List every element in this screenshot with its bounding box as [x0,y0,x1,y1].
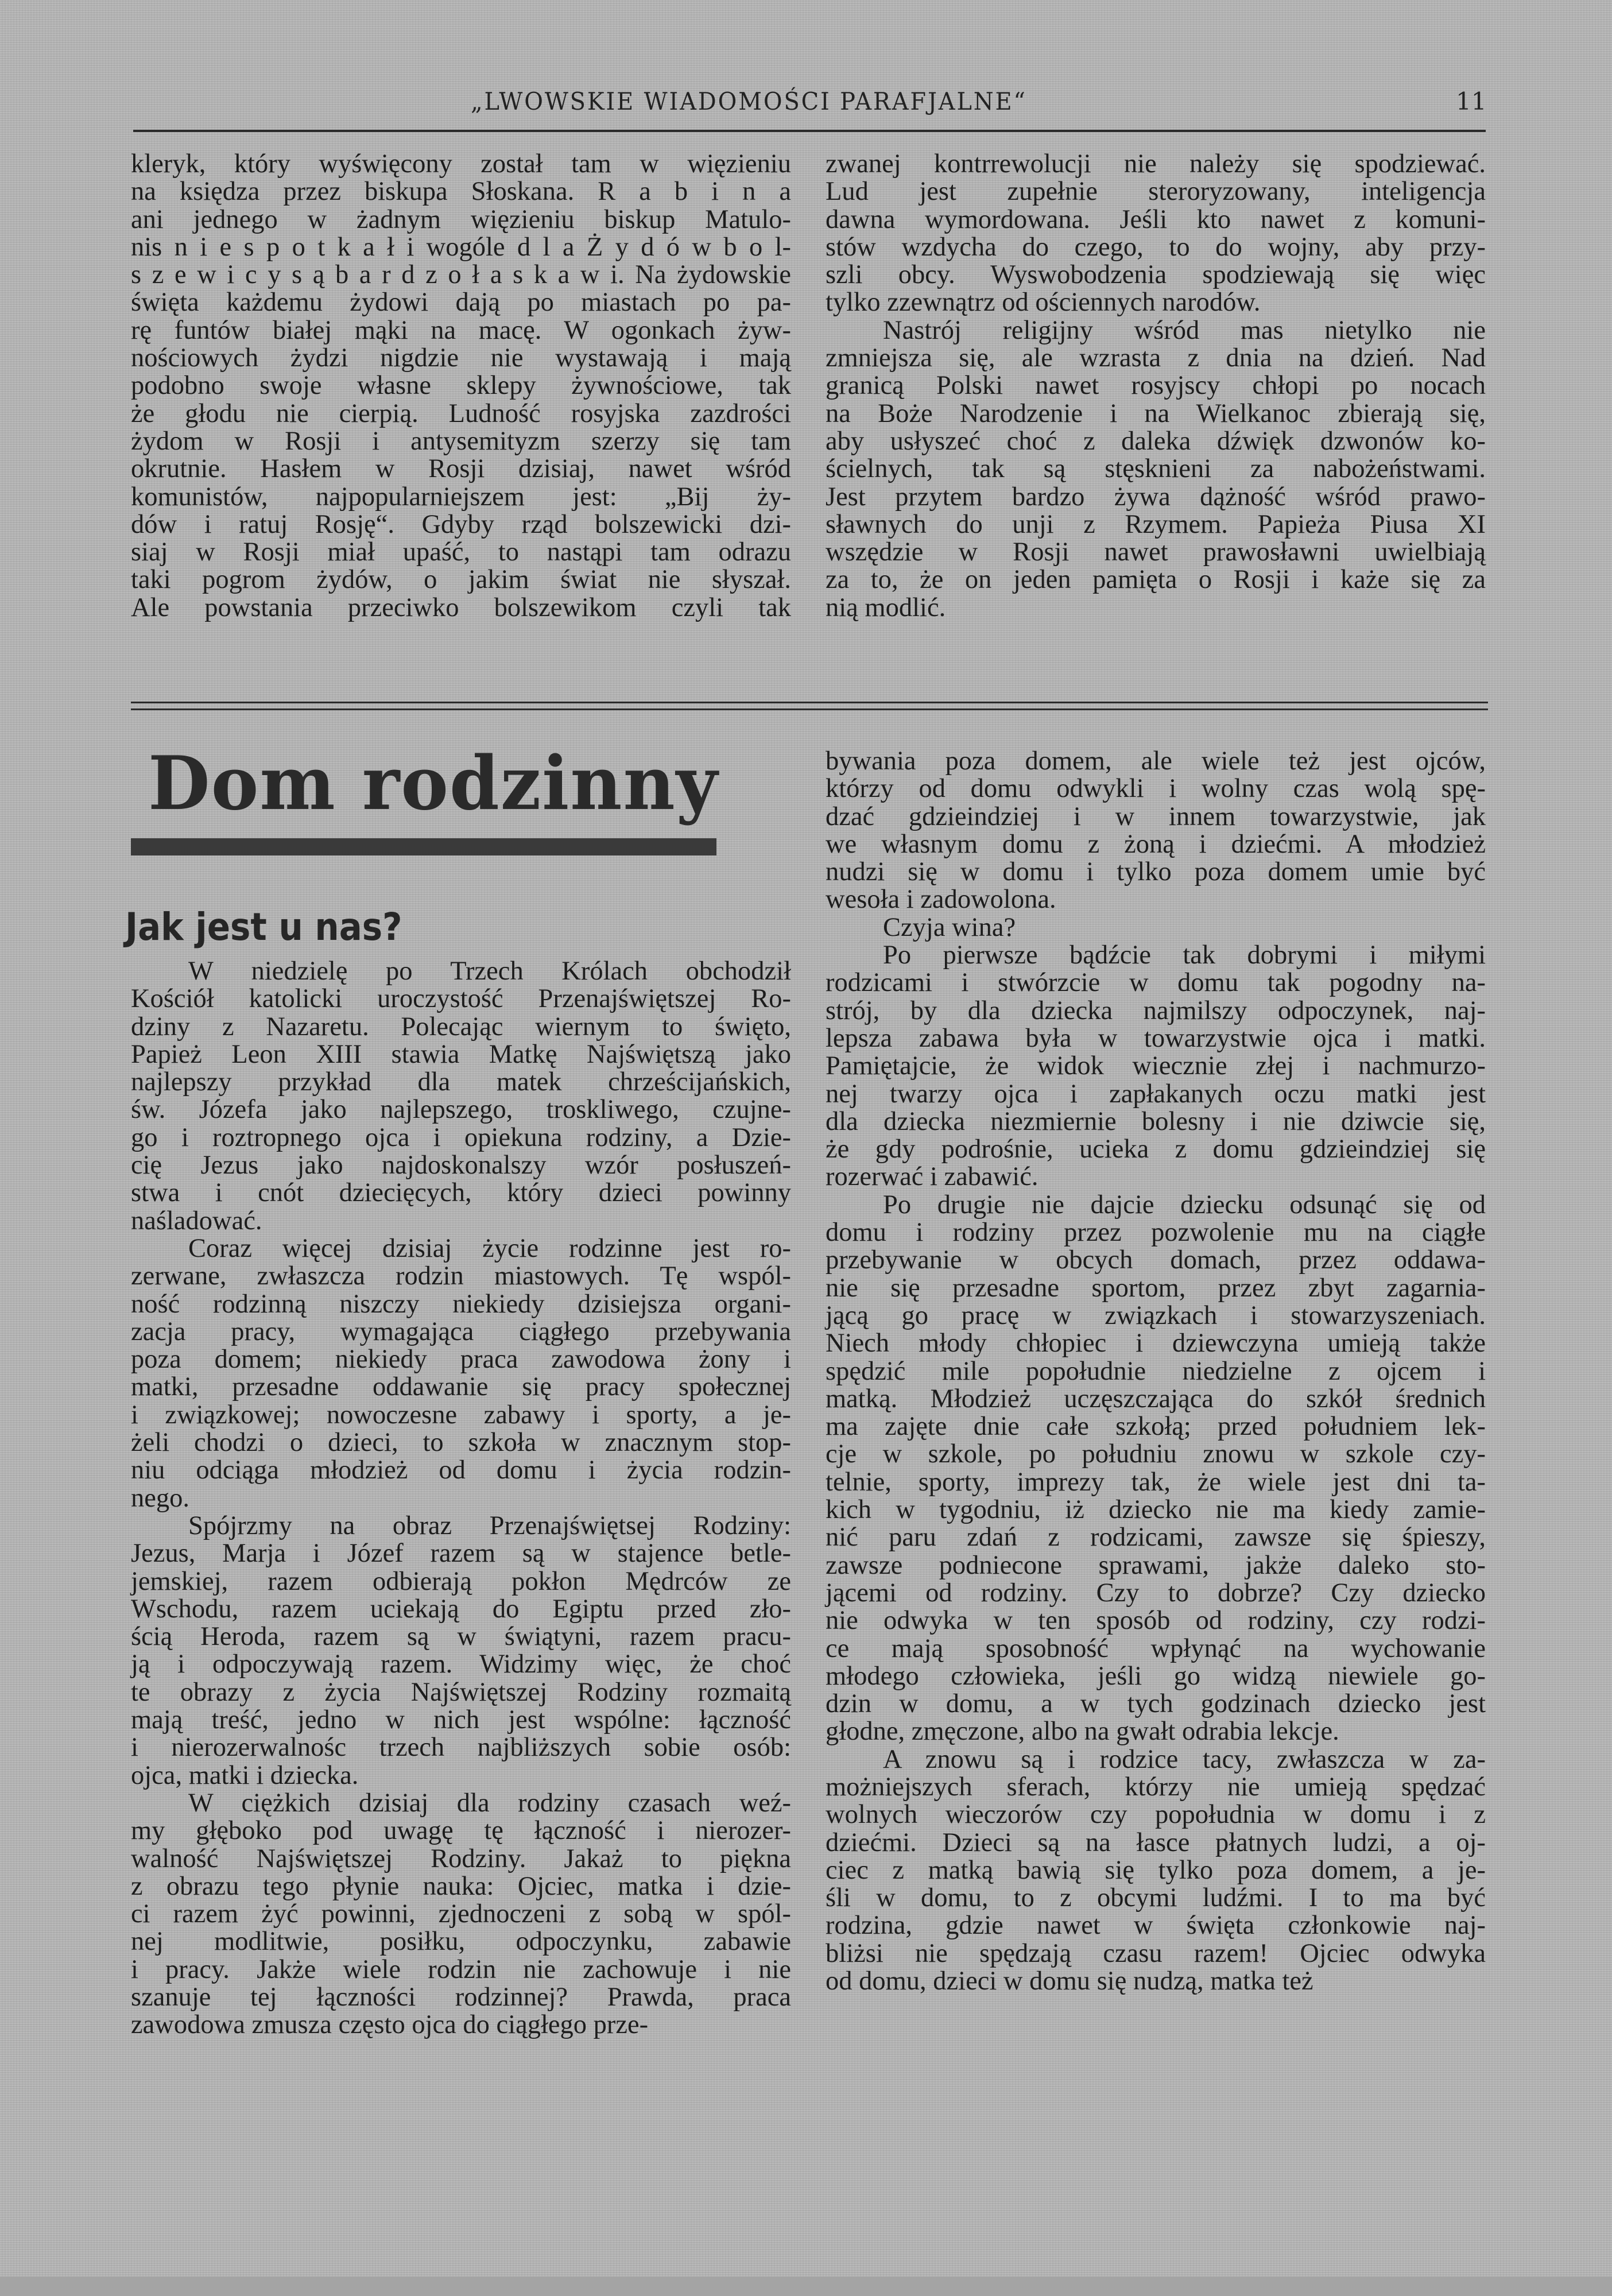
text-line: nie odwyka w ten sposób od rodziny, czy rodzi- [826,1606,1486,1636]
text-line: od domu, dzieci w domu się nudzą, matka też [826,1966,1313,1996]
text-line: ci razem żyć powinni, zjednoczeni z sobą w spól- [131,1899,791,1929]
text-line: Ale powstania przeciwko bolszewikom czyli tak [131,593,791,622]
text-line: jącemi od rodziny. Czy to dobrze? Czy dziecko [826,1578,1486,1608]
text-line: nego. [131,1483,190,1513]
text-line: szli obcy. Wyswobodzenia spodziewają się więc [826,260,1486,290]
text-line: ją i odpoczywają razem. Widzimy więc, że choć [131,1650,791,1679]
text-line: i związkowej; nowoczesne zabawy i sporty, a je- [131,1400,791,1430]
top-right-column [826,150,1486,622]
text-line: Jest przytem bardzo żywa dążność wśród prawo- [826,482,1486,512]
text-line: Papież Leon XIII stawia Matkę Najświętszą jako [131,1039,791,1069]
text-line: za to, że on jeden pamięta o Rosji i każe się za [826,565,1486,595]
text-line: komunistów, najpopularniejszem jest: „Bij ży- [131,482,791,512]
article-right-column [826,748,1486,1995]
text-line: Lud jest zupełnie steroryzowany, inteligencja [826,177,1486,207]
text-line: na księdza przez biskupa Słoskana. R a b i n a [131,177,791,207]
text-line: siaj w Rosji miał upaść, to nastąpi tam odrazu [131,537,791,567]
text-line: okrutnie. Hasłem w Rosji dzisiaj, nawet wśród [131,454,791,484]
text-line: możniejszych sferach, którzy nie umieją spędzać [826,1772,1486,1802]
text-line: my głęboko pod uwagę tę łączność i nierozer- [131,1816,791,1846]
text-line: dziećmi. Dzieci są na łasce płatnych ludzi, a oj- [826,1827,1486,1857]
text-line: nościowych żydzi nigdzie nie wystawają i mają [131,343,791,373]
text-line: przebywanie w obcych domach, przez oddawa- [826,1245,1486,1275]
text-line: żydom w Rosji i antysemityzm szerzy się tam [131,426,791,456]
text-line: młodego człowieka, jeśli go widzą niewiele go- [826,1661,1486,1691]
text-line: na Boże Narodzenie i na Wielkanoc zbierają się, [826,398,1486,428]
text-line: wesoła i zadowolona. [826,885,1056,915]
text-line: Kościół katolicki uroczystość Przenajświętszej Ro- [131,984,791,1014]
text-line: że gdy podrośnie, ucieka z domu gdzieindziej się [826,1135,1486,1164]
text-line: naśladować. [131,1206,262,1236]
text-line: zawsze podniecone sprawami, jakże daleko sto- [826,1550,1486,1580]
text-line: ojca, matki i dziecka. [131,1760,359,1790]
text-line: s z e w i c y s ą b a r d z o ł a s k a w i. Na żydowskie [131,260,791,290]
text-line: ścielnych, tak są stęsknieni za nabożeństwami. [826,454,1486,484]
text-line: dla dziecka niezmiernie bolesny i nie dziwcie się, [826,1106,1486,1136]
text-line: lepsza zabawa była w towarzystwie ojca i matki. [826,1023,1486,1053]
text-line: rodzicami i stwórzcie w domu tak pogodny na- [826,968,1486,998]
text-line: domu i rodziny przez pozwolenie mu na ciągłe [826,1218,1486,1248]
text-line: ciec z matką bawią się tylko poza domem, a je- [826,1855,1486,1885]
text-line: zwanej kontrrewolucji nie należy się spodziewać. [826,149,1486,179]
text-line: strój, by dla dziecka najmilszy odpoczynek, naj- [826,996,1486,1025]
text-line: Nastrój religijny wśród mas nietylko nie [883,315,1486,345]
text-line: Coraz więcej dzisiaj życie rodzinne jest ro- [188,1233,791,1263]
section-divider-bottom [131,708,1488,710]
text-line: Pamiętajcie, że widok wiecznie złej i nachmurzo- [826,1051,1486,1081]
text-line: sławnych do unji z Rzymem. Papieża Piusa XI [826,509,1486,539]
text-line: cje w szkole, po południu znowu w szkole czy- [826,1439,1486,1469]
text-line: nej modlitwie, posiłku, odpoczynku, zabawie [131,1927,791,1957]
text-line: że głodu nie cierpią. Ludność rosyjska zazdrości [131,398,791,428]
text-line: szanuje tej łączności rodzinnej? Prawda, praca [131,1982,791,2012]
text-line: dzać gdzieindziej i w innem towarzystwie, jak [826,802,1486,831]
text-line: nis n i e s p o t k a ł i wogóle d l a Ż y d ó w b o l- [131,232,791,262]
text-line: zawodowa zmusza często ojca do ciągłego prze- [131,2010,649,2040]
text-line: i pracy. Jakże wiele rodzin nie zachowuje i nie [131,1954,791,1984]
text-line: stwa i cnót dziecięcych, który dzieci powinny [131,1178,791,1208]
text-line: spędzić mile popołudnie niedzielne z ojcem i [826,1356,1486,1386]
text-line: tylko zzewnątrz od ościennych narodów. [826,288,1261,318]
text-line: podobno swoje własne sklepy żywnościowe, tak [131,371,791,401]
text-line: te obrazy z życia Najświętszej Rodziny rozmaitą [131,1677,791,1707]
text-line: taki pogrom żydów, o jakim świat nie słyszał. [131,565,791,595]
text-line: cię Jezus jako najdoskonalszy wzór posłuszeń- [131,1151,791,1180]
text-line: żeli chodzi o dzieci, to szkoła w znacznym stop- [131,1428,791,1458]
text-line: bywania poza domem, ale wiele też jest ojców, [826,746,1486,776]
text-line: dów i ratuj Rosję“. Gdyby rząd bolszewicki dzi- [131,509,791,539]
text-line: i nierozerwalnośc trzech najbliższych sobie osób: [131,1733,791,1763]
text-line: bliżsi nie spędzają czasu razem! Ojciec odwyka [826,1938,1486,1968]
text-line: stów wzdycha do czego, to do wojny, aby przy- [826,232,1486,262]
text-line: mają treść, jedno w nich jest wspólne: łączność [131,1705,791,1735]
text-line: matką. Młodzież uczęszczająca do szkół średnich [826,1384,1486,1414]
text-line: zerwane, zwłaszcza rodzin miastowych. Tę wspól- [131,1261,791,1291]
text-line: z obrazu tego płynie nauka: Ojciec, matka i dzie- [131,1871,791,1901]
page-number: 11 [1456,87,1487,115]
page-edge [0,2276,1612,2296]
text-line: W ciężkich dzisiaj dla rodziny czasach weź- [188,1788,791,1818]
text-line: kleryk, który wyświęcony został tam w więzieniu [131,149,791,179]
text-line: Jezus, Marja i Józef razem są w stajence betle- [131,1539,791,1569]
text-line: Czyja wina? [883,912,1016,942]
text-line: ce mają sposobność wpłynąć na wychowanie [826,1633,1486,1663]
text-line: W niedzielę po Trzech Królach obchodził [188,957,791,986]
text-line: dziny z Nazaretu. Polecając wiernym to święto, [131,1012,791,1041]
text-line: niu odciąga młodzież od domu i życia rodzin- [131,1455,791,1485]
text-line: ścią Heroda, razem są w świątyni, razem pracu- [131,1622,791,1652]
article-title: Dom rodzinny [148,741,719,827]
text-line: Spójrzmy na obraz Przenajświętsej Rodziny: [188,1511,791,1540]
text-line: zmniejsza się, ale wzrasta z dnia na dzień. Nad [826,343,1486,373]
text-line: granicą Polski nawet rosyjscy chłopi po nocach [826,371,1486,401]
article-subtitle: Jak jest u nas? [125,905,402,949]
text-line: najlepszy przykład dla matek chrześcijańskich, [131,1067,791,1097]
text-line: głodne, zmęczone, albo na gwałt odrabia lekcje. [826,1717,1339,1747]
text-line: zacja pracy, wymagająca ciągłego przebywania [131,1317,791,1346]
text-line: którzy od domu odwykli i wolny czas wolą spę- [826,774,1486,804]
text-line: aby usłyszeć choć z daleka dźwięk dzwonów ko- [826,426,1486,456]
text-line: rozerwać i zabawić. [826,1162,1038,1192]
text-line: nudzi się w domu i tylko poza domem umie być [826,857,1486,887]
text-line: Po pierwsze bądźcie tak dobrymi i miłymi [883,940,1486,970]
text-line: walność Najświętszej Rodziny. Jakaż to piękna [131,1844,791,1873]
running-head: „LWOWSKIE WIADOMOŚCI PARAFJALNE“ [471,87,1027,115]
text-line: nią modlić. [826,593,946,622]
text-line: A znowu są i rodzice tacy, zwłaszcza w za- [883,1744,1486,1774]
text-line: święta każdemu żydowi dają po miastach po pa- [131,288,791,318]
text-line: ność rodzinną niszczy niekiedy dzisiejsza organi- [131,1289,791,1319]
text-line: poza domem; niekiedy praca zawodowa żony i [131,1345,791,1374]
text-line: rę funtów białej mąki na macę. W ogonkach żyw- [131,315,791,345]
article-left-column [131,958,791,2039]
text-line: śli w domu, to z obcymi ludźmi. I to ma być [826,1883,1486,1913]
text-line: we własnym domu z żoną i dziećmi. A młodzież [826,829,1486,859]
text-line: wolnych wieczorów czy popołudnia w domu i z [826,1800,1486,1830]
text-line: telnie, sporty, imprezy tak, że wiele jest dni ta- [826,1467,1486,1497]
section-divider-top [131,702,1488,703]
text-line: wszędzie w Rosji nawet prawosławni uwielbiają [826,537,1486,567]
text-line: nie się przesadne sportom, przez zbyt zagarnia- [826,1273,1486,1303]
text-line: dawna wymordowana. Jeśli kto nawet z komuni- [826,204,1486,234]
text-line: jemskiej, razem odbierają pokłon Mędrców ze [131,1566,791,1596]
text-line: jącą go pracę w związkach i stowarzyszeniach. [826,1300,1486,1330]
text-line: Po drugie nie dajcie dziecku odsunąć się od [883,1190,1486,1219]
text-line: kich w tygodniu, iż dziecko nie ma kiedy zamie- [826,1495,1486,1525]
text-line: dzin w domu, a w tych godzinach dziecko jest [826,1689,1486,1719]
text-line: ma zajęte dnie całe szkołą; przed południem lek- [826,1412,1486,1442]
text-line: nej twarzy ojca i zapłakanych oczu matki jest [826,1079,1486,1109]
header-rule [133,130,1486,132]
text-line: go i roztropnego ojca i opiekuna rodziny, a Dzie- [131,1122,791,1152]
text-line: nić paru zdań z rodzicami, zawsze się śpieszy, [826,1523,1486,1552]
text-line: rodzina, gdzie nawet w święta członkowie naj- [826,1911,1486,1941]
title-underline-bar [131,838,716,855]
text-line: św. Józefa jako najlepszego, troskliwego, czujne- [131,1095,791,1125]
text-line: Wschodu, razem uciekają do Egiptu przed zło- [131,1594,791,1624]
text-line: ani jednego w żadnym więzieniu biskup Matulo- [131,204,791,234]
text-line: Niech młody chłopiec i dziewczyna umieją także [826,1329,1486,1358]
top-left-column [131,150,791,622]
text-line: matki, przesadne oddawanie się pracy społecznej [131,1372,791,1402]
